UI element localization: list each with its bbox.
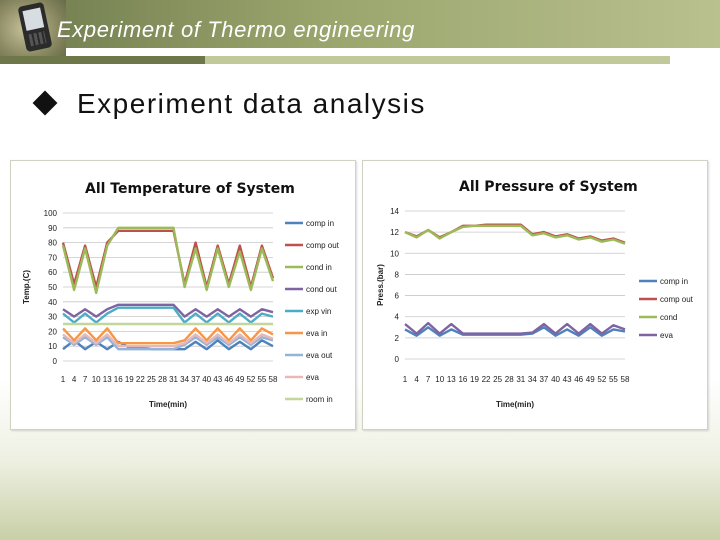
phone-keypad [28, 31, 46, 46]
series-line [405, 225, 625, 243]
x-tick-label: 28 [504, 375, 514, 384]
x-tick-label: 22 [481, 375, 491, 384]
legend-label: eva [660, 331, 673, 340]
legend-label: room in [306, 395, 333, 404]
y-tick-label: 10 [48, 342, 57, 352]
y-tick-label: 20 [48, 327, 57, 337]
x-tick-label: 37 [191, 375, 201, 384]
x-tick-label: 4 [71, 375, 77, 384]
x-tick-label: 16 [458, 375, 468, 384]
x-tick-label: 40 [202, 375, 212, 384]
chart-title: All Pressure of System [459, 179, 638, 195]
temperature-chart [11, 161, 355, 429]
x-axis-label: Time(min) [495, 400, 535, 409]
x-tick-label: 10 [435, 375, 445, 384]
x-tick-label: 1 [60, 375, 66, 384]
x-tick-label: 46 [574, 375, 584, 384]
legend-label: comp in [660, 277, 689, 286]
legend-label: eva in [306, 329, 328, 338]
legend-label: cond in [306, 263, 332, 272]
y-tick-label: 80 [48, 238, 57, 248]
legend-label: comp out [660, 295, 693, 304]
x-tick-label: 13 [102, 375, 112, 384]
x-tick-label: 58 [268, 375, 278, 384]
x-tick-label: 37 [539, 375, 549, 384]
legend-label: cond [660, 313, 678, 322]
legend-label: comp out [306, 241, 339, 250]
y-tick-label: 10 [390, 249, 399, 259]
y-axis-label: Temp.(C) [22, 269, 31, 305]
y-tick-label: 60 [48, 268, 57, 278]
series-line [63, 228, 273, 293]
chart-title: All Temperature of System [85, 181, 295, 197]
x-tick-label: 19 [124, 375, 134, 384]
x-tick-label: 52 [246, 375, 256, 384]
phone-icon [18, 2, 53, 52]
x-tick-label: 43 [213, 375, 223, 384]
slide-heading: Experiment data analysis [77, 88, 426, 119]
y-tick-label: 6 [394, 291, 399, 301]
y-tick-label: 0 [394, 355, 399, 364]
x-tick-label: 7 [425, 375, 431, 384]
y-tick-label: 100 [43, 209, 57, 218]
y-tick-label: 12 [390, 228, 399, 238]
x-tick-label: 28 [158, 375, 167, 384]
header-title: Experiment of Thermo engineering [57, 17, 415, 42]
x-tick-label: 16 [113, 375, 123, 384]
x-tick-label: 43 [562, 375, 572, 384]
x-tick-label: 10 [91, 375, 101, 384]
temperature-chart-card [10, 160, 356, 430]
y-tick-label: 50 [48, 283, 57, 292]
header-underline-light [205, 56, 670, 64]
diamond-bullet-icon [33, 91, 58, 116]
pressure-chart-card [362, 160, 708, 430]
y-tick-label: 8 [394, 270, 399, 280]
legend-label: cond out [306, 285, 337, 294]
x-tick-label: 52 [597, 375, 607, 384]
x-tick-label: 25 [493, 375, 503, 384]
y-tick-label: 30 [48, 312, 57, 322]
x-tick-label: 40 [551, 375, 560, 384]
y-tick-label: 2 [394, 333, 399, 343]
x-axis-label: Time(min) [148, 400, 188, 409]
pressure-chart [363, 161, 707, 429]
x-tick-label: 4 [414, 375, 419, 384]
y-tick-label: 40 [48, 297, 57, 307]
x-tick-label: 46 [224, 375, 234, 384]
x-tick-label: 58 [620, 375, 630, 384]
series-line [405, 226, 625, 244]
x-tick-label: 19 [470, 375, 479, 384]
x-tick-label: 31 [169, 375, 178, 384]
legend-label: eva [306, 373, 319, 382]
x-tick-label: 31 [516, 375, 526, 384]
x-tick-label: 1 [402, 375, 408, 384]
y-tick-label: 70 [48, 253, 57, 263]
x-tick-label: 7 [82, 375, 88, 384]
y-tick-label: 14 [390, 207, 399, 216]
x-tick-label: 34 [527, 375, 537, 384]
x-tick-label: 49 [585, 375, 595, 384]
legend-label: eva out [306, 351, 333, 360]
x-tick-label: 34 [180, 375, 190, 384]
x-tick-label: 55 [257, 375, 267, 384]
y-tick-label: 4 [394, 312, 399, 322]
legend-label: exp vin [306, 307, 332, 316]
y-axis-label: Press.(bar) [376, 264, 385, 306]
legend-label: comp in [306, 219, 335, 228]
y-tick-label: 0 [52, 357, 57, 366]
x-tick-label: 49 [235, 375, 245, 384]
y-tick-label: 90 [48, 223, 57, 233]
x-tick-label: 13 [446, 375, 456, 384]
phone-screen [22, 8, 44, 31]
x-tick-label: 55 [608, 375, 618, 384]
x-tick-label: 22 [135, 375, 145, 384]
x-tick-label: 25 [146, 375, 156, 384]
header-underline-dark [0, 56, 205, 64]
